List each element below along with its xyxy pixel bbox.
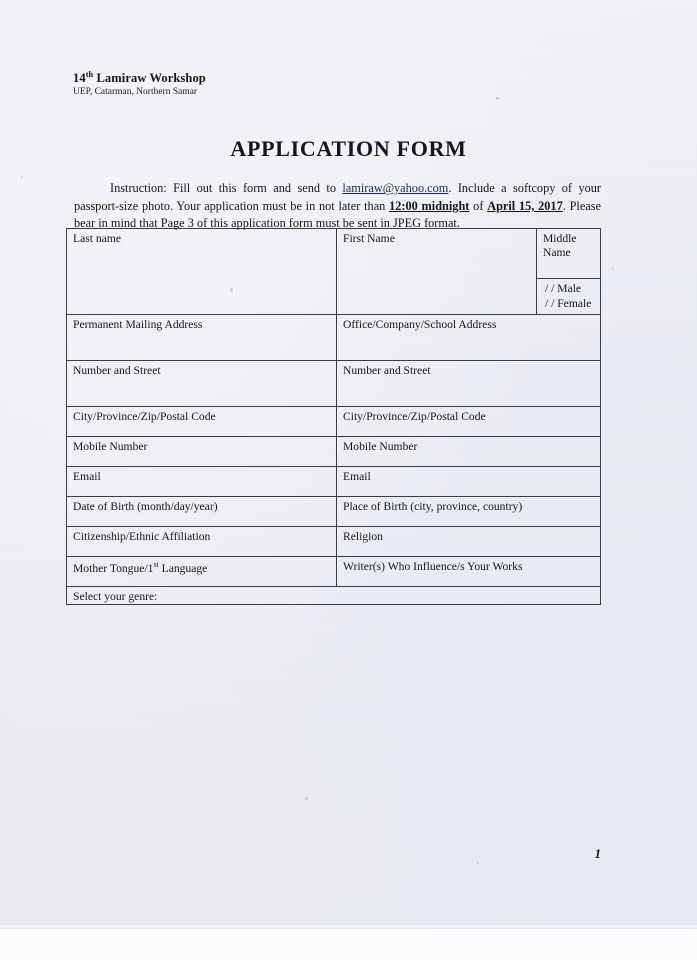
mother-tongue-superscript: st: [153, 559, 159, 569]
scan-speck: [477, 862, 479, 864]
genre-options-row: [67, 605, 601, 622]
instruction-text-part1: Instruction: Fill out this form and send to: [110, 181, 343, 196]
field-last-name[interactable]: Last name: [67, 229, 337, 315]
instruction-text-part3: of: [469, 198, 488, 213]
workshop-ordinal-suffix: th: [85, 70, 94, 79]
application-form-table: [66, 228, 601, 622]
table-row-street-right[interactable]: Number and Street: [337, 360, 601, 406]
table-row-city-right[interactable]: City/Province/Zip/Postal Code: [337, 406, 601, 436]
table-row-email-left[interactable]: Email: [67, 466, 337, 496]
instruction-paragraph: [74, 180, 601, 232]
field-middle-name-label: Middle Name: [543, 232, 577, 260]
venue-line: UEP, Catarman, Northern Samar: [73, 86, 198, 97]
table-row-citizenship: [67, 526, 601, 556]
genre-label-row: [67, 586, 601, 604]
email-link[interactable]: lamiraw@yahoo.com: [342, 181, 449, 196]
table-row-birth-right[interactable]: Place of Birth (city, province, country): [337, 496, 601, 526]
deadline-time: 12:00 midnight: [389, 198, 470, 213]
field-first-name[interactable]: First Name: [337, 229, 537, 315]
page-title: APPLICATION FORM: [230, 136, 467, 161]
instruction-text-part4: . Please bear in mind that Page 3 of this application form must be sent in JPEG format.: [74, 198, 601, 231]
table-row-birth: [67, 496, 601, 526]
table-row-name: [67, 229, 601, 315]
paper-edge: [0, 926, 697, 929]
table-row-citizenship-right[interactable]: Religion: [337, 526, 601, 556]
table-row-mobile-right[interactable]: Mobile Number: [337, 436, 601, 466]
letterhead: [73, 70, 206, 98]
field-middle-name-gender-cell[interactable]: [537, 229, 601, 315]
field-mother-tongue[interactable]: [67, 556, 337, 586]
scan-speck: [496, 97, 499, 100]
table-row-city-left[interactable]: City/Province/Zip/Postal Code: [67, 406, 337, 436]
table-row-address: [67, 314, 601, 360]
table-row-citizenship-left[interactable]: Citizenship/Ethnic Affiliation: [67, 526, 337, 556]
scan-speck: [612, 268, 614, 270]
table-row-mobile-left[interactable]: Mobile Number: [67, 436, 337, 466]
workshop-name: [73, 70, 206, 86]
genre-label: Select your genre:: [67, 586, 601, 604]
scan-speck: [305, 797, 308, 800]
table-row-mobile: [67, 436, 601, 466]
workshop-name-text: Lamiraw Workshop: [93, 71, 206, 86]
mother-tongue-prefix: Mother Tongue/1: [73, 561, 154, 575]
table-row-birth-left[interactable]: Date of Birth (month/day/year): [67, 496, 337, 526]
table-row-street: [67, 360, 601, 406]
deadline-date: April 15, 2017: [487, 198, 563, 213]
table-row-mother-tongue: [67, 556, 601, 586]
table-row-city: [67, 406, 601, 436]
instruction-text-part2: . Include a softcopy of your passport-size photo. Your application must be in not later than: [74, 181, 601, 213]
gender-选择[interactable]: [537, 278, 600, 314]
table-row-email-right[interactable]: Email: [337, 466, 601, 496]
table-row-address-left[interactable]: Permanent Mailing Address: [67, 314, 337, 360]
field-influential-writers[interactable]: Writer(s) Who Influence/s Your Works: [337, 556, 601, 586]
page-number: 1: [594, 846, 601, 861]
mother-tongue-suffix: Language: [158, 561, 208, 575]
scan-speck: [21, 176, 23, 178]
table-row-street-left[interactable]: Number and Street: [67, 360, 337, 406]
workshop-ordinal: 14: [73, 71, 86, 86]
paper-backdrop: [0, 929, 697, 960]
gender-option-female[interactable]: / / Female: [545, 297, 592, 311]
table-row-email: [67, 466, 601, 496]
table-row-address-right[interactable]: Office/Company/School Address: [337, 314, 601, 360]
gender-option-male[interactable]: / / Male: [545, 281, 582, 295]
